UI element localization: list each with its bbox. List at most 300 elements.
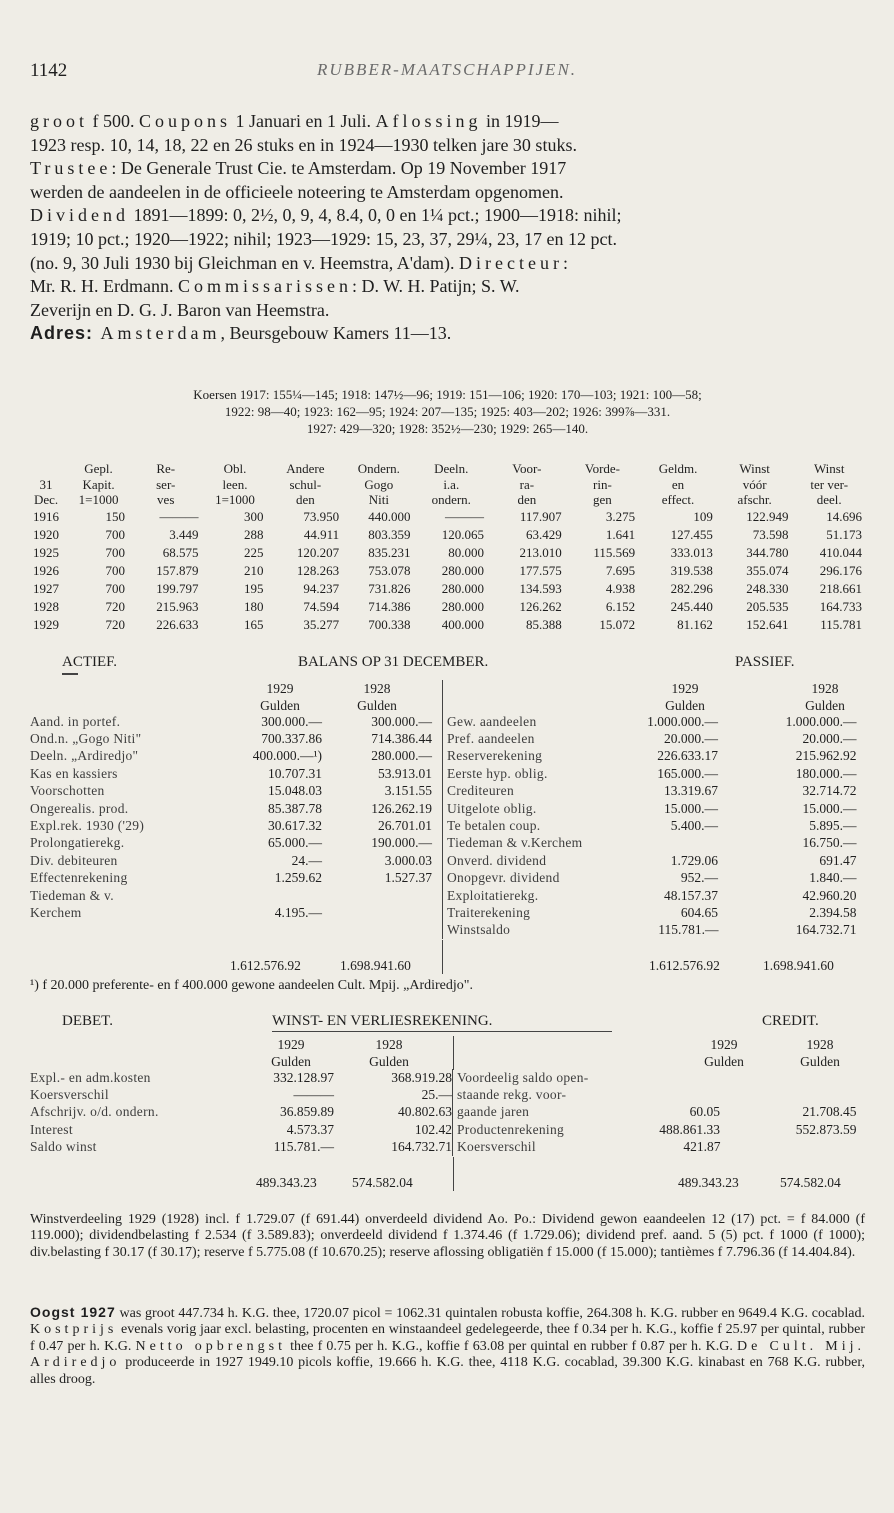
column-header: 31 <box>39 476 53 492</box>
table-cell: 74.594 <box>303 598 340 614</box>
label-directeur: Directeur: <box>459 252 572 273</box>
table-cell: 296.176 <box>819 562 862 578</box>
table-cell: ——— <box>445 508 484 524</box>
table-cell: 700 <box>105 526 125 542</box>
column-header: den <box>295 492 315 507</box>
ledger-amount <box>322 904 432 921</box>
table-cell: 714.386 <box>368 598 411 614</box>
column-header: ter ver- <box>810 476 849 492</box>
label-adres: Adres: <box>30 323 94 344</box>
ledger-amount: 226.633.17 <box>657 748 718 764</box>
column-header: leen. <box>222 476 248 492</box>
ledger-amount: 42.960.20 <box>802 887 857 903</box>
column-header: Voor- <box>512 461 542 476</box>
year: 1928 <box>806 1037 834 1052</box>
ledger-amount <box>721 1069 857 1086</box>
divider <box>453 1157 454 1191</box>
ledger-label: Uitgelote oblig. <box>443 800 643 817</box>
table-cell: 117.907 <box>519 508 562 524</box>
table-cell: 355.074 <box>746 562 789 578</box>
table-cell: 1928 <box>33 598 60 614</box>
passiva-total-1929: 1.612.576.92 <box>649 958 720 973</box>
table-row <box>24 580 866 598</box>
column-header: Deeln. <box>434 461 469 476</box>
ledger-amount: 102.42 <box>414 1121 452 1137</box>
table-cell: 157.879 <box>156 562 199 578</box>
table-cell: 440.000 <box>368 508 411 524</box>
table-cell: 3.275 <box>605 508 636 524</box>
ledger-label: Kas en kassiers <box>30 765 118 781</box>
ledger-row <box>30 748 432 765</box>
table-cell: 63.429 <box>525 526 562 542</box>
ledger-row <box>30 870 432 887</box>
ledger-amount: 164.732.71 <box>795 922 857 938</box>
table-cell: 1916 <box>33 508 60 524</box>
table-cell: 177.575 <box>519 562 562 578</box>
ledger-row <box>443 887 857 904</box>
table-cell: 115.569 <box>593 544 636 560</box>
intro-text: f 500. <box>88 111 139 131</box>
intro-line <box>30 322 865 346</box>
ledger-row <box>30 783 432 800</box>
table-cell: 225 <box>244 544 264 560</box>
page-header <box>30 60 864 84</box>
activa-table <box>30 713 432 922</box>
table-cell: 73.598 <box>752 526 789 542</box>
ledger-amount: 1.729.06 <box>670 852 718 868</box>
ledger-row <box>453 1069 857 1086</box>
passiva-table <box>442 713 857 939</box>
ledger-amount: 691.47 <box>819 852 857 868</box>
ledger-label: Koersverschil <box>453 1139 637 1156</box>
intro-line: 1923 resp. 10, 14, 18, 22 en 26 stuks en in 1924—1930 telken jare 30 stuks. <box>30 134 577 155</box>
year: 1928 <box>363 681 391 696</box>
table-cell: 126.262 <box>519 598 562 614</box>
intro-line <box>30 275 865 299</box>
table-cell: 152.641 <box>746 616 789 632</box>
year: 1929 <box>277 1037 305 1052</box>
column-header: den <box>517 492 537 507</box>
company-description <box>30 110 865 346</box>
label-aflossing: Aflossing <box>375 111 482 131</box>
table-cell: 127.455 <box>670 526 713 542</box>
ledger-row <box>443 800 857 817</box>
ledger-amount: 300.000.— <box>371 713 432 729</box>
table-cell: 7.695 <box>605 562 636 578</box>
intro-text: : D. W. H. Patijn; S. W. <box>352 276 520 297</box>
activa-total-1928: 1.698.941.60 <box>340 958 411 973</box>
table-cell: 226.633 <box>156 616 199 632</box>
ledger-row <box>30 800 432 817</box>
column-header: Geldm. <box>658 461 698 476</box>
table-cell: 205.535 <box>746 598 789 614</box>
ledger-amount: 714.386.44 <box>371 731 432 747</box>
ledger-row <box>30 713 432 730</box>
unit: Gulden <box>800 1054 840 1069</box>
ledger-label: Winstsaldo <box>443 922 643 939</box>
table-cell: 344.780 <box>746 544 789 560</box>
column-header: Andere <box>286 461 325 476</box>
ledger-amount: 4.573.37 <box>286 1121 334 1137</box>
divider <box>62 673 78 675</box>
ledger-row <box>30 1069 452 1086</box>
table-cell: 1929 <box>33 616 60 632</box>
activa-label: ACTIEF. <box>62 654 118 670</box>
table-cell: 700 <box>105 580 125 596</box>
activa-total-1929: 1.612.576.92 <box>230 958 301 973</box>
table-cell: 35.277 <box>303 616 340 632</box>
column-header <box>24 461 68 477</box>
table-cell: 180 <box>244 598 264 614</box>
table-cell: 213.010 <box>519 544 562 560</box>
ledger-amount: 604.65 <box>680 904 718 920</box>
table-cell: 6.152 <box>605 598 636 614</box>
table-cell: 700 <box>105 544 125 560</box>
ledger-amount: 5.400.— <box>670 818 718 834</box>
column-header: schul- <box>289 476 322 492</box>
table-cell: 120.065 <box>441 526 484 542</box>
column-header: Niti <box>368 492 389 507</box>
column-header: Obl. <box>223 461 247 476</box>
table-cell: 210 <box>244 562 264 578</box>
unit: Gulden <box>260 698 300 713</box>
ledger-amount: 20.000.— <box>802 731 857 747</box>
ledger-label: Effectenrekening <box>30 870 128 886</box>
debet-total-1928: 574.582.04 <box>352 1175 413 1190</box>
table-row <box>24 508 866 526</box>
unit: Gulden <box>665 698 705 713</box>
column-header: Vorde- <box>584 461 620 476</box>
passiva-total-1928: 1.698.941.60 <box>763 958 834 973</box>
passiva-label: PASSIEF. <box>735 654 795 670</box>
ledger-amount: 32.714.72 <box>802 783 857 799</box>
table-cell: 85.388 <box>525 616 562 632</box>
label-commissarissen: Commissarissen <box>178 276 353 297</box>
table-cell: 195 <box>244 580 264 596</box>
divider <box>442 680 443 714</box>
intro-line <box>30 252 865 276</box>
ledger-row <box>443 852 857 869</box>
year: 1929 <box>266 681 294 696</box>
koersen-block <box>30 386 865 437</box>
intro-text: 1 Januari en 1 Juli. <box>231 111 376 131</box>
ledger-row <box>443 904 857 921</box>
ledger-label: Kerchem <box>30 904 82 920</box>
table-cell: 720 <box>105 598 125 614</box>
table-cell: 14.696 <box>826 508 862 524</box>
ledger-amount: 400.000.—¹) <box>252 748 322 764</box>
table-row <box>24 526 866 544</box>
table-cell: 700.338 <box>368 616 411 632</box>
ledger-label: Onverd. dividend <box>443 852 643 869</box>
column-header: en <box>671 476 685 492</box>
table-cell: 109 <box>693 508 713 524</box>
ledger-amount: 2.394.58 <box>809 904 857 920</box>
table-cell: 803.359 <box>368 526 411 542</box>
ledger-amount: 20.000.— <box>664 731 718 747</box>
ledger-amount <box>637 1086 721 1103</box>
ledger-amount: 3.151.55 <box>384 783 432 799</box>
table-cell: 720 <box>105 616 125 632</box>
ledger-amount: 180.000.— <box>795 765 857 781</box>
column-header: Ondern. <box>357 461 400 476</box>
ledger-amount: 15.000.— <box>664 800 718 816</box>
ledger-amount: 300.000.— <box>261 713 322 729</box>
ledger-row <box>443 748 857 765</box>
table-cell: 333.013 <box>670 544 713 560</box>
ledger-row <box>443 870 857 887</box>
table-cell: 835.231 <box>368 544 411 560</box>
ledger-row <box>30 852 432 869</box>
table-cell: 753.078 <box>368 562 411 578</box>
ledger-label: Traiterekening <box>443 904 643 921</box>
ledger-amount: 5.895.— <box>809 818 857 834</box>
label-kostprijs: Kostprijs <box>30 1322 118 1338</box>
label-trustee: Trustee <box>30 158 112 179</box>
balans-footnote: ¹) f 20.000 preferente- en f 400.000 gewone aandeelen Cult. Mpij. „Ardiredjo". <box>30 978 473 993</box>
ledger-amount: 30.617.32 <box>268 818 322 834</box>
intro-line: Zeverijn en D. G. J. Baron van Heemstra. <box>30 299 330 320</box>
label-netto-opbrengst: Netto opbrengst <box>135 1338 286 1354</box>
table-cell: 280.000 <box>441 598 484 614</box>
ledger-amount: 40.802.63 <box>398 1104 452 1120</box>
table-cell: 280.000 <box>441 562 484 578</box>
table-cell: 120.207 <box>296 544 340 560</box>
ledger-amount <box>643 835 719 852</box>
year-header <box>650 680 720 714</box>
credit-total-1928: 574.582.04 <box>780 1175 841 1190</box>
ledger-row <box>443 765 857 782</box>
ledger-amount: 488.861.33 <box>659 1121 720 1137</box>
column-header: i.a. <box>443 476 460 492</box>
ledger-amount: 10.707.31 <box>268 765 322 781</box>
table-cell: 288 <box>244 526 264 542</box>
ledger-label: Expl.rek. 1930 ('29) <box>30 818 145 834</box>
wv-title: WINST- EN VERLIESREKENING. <box>272 1013 493 1029</box>
label-cult-mij: De Cult. Mij. Ardiredjo <box>30 1338 865 1371</box>
balans-title: BALANS OP 31 DECEMBER. <box>298 654 489 670</box>
ledger-row <box>453 1139 857 1156</box>
ledger-amount: 700.337.86 <box>261 731 322 747</box>
table-cell: 245.440 <box>670 598 713 614</box>
year-header <box>354 1036 424 1070</box>
unit: Gulden <box>369 1054 409 1069</box>
ledger-amount: 13.319.67 <box>664 783 718 799</box>
year: 1929 <box>710 1037 738 1052</box>
ledger-label: Div. debiteuren <box>30 852 118 868</box>
credit-label: CREDIT. <box>762 1013 819 1029</box>
table-cell: 94.237 <box>303 580 340 596</box>
oogst-text-part: was groot 447.734 h. K.G. thee, 1720.07 picol = 1062.31 quintalen robusta koffie, 264.308 h. K.G. rubber en 9649.4 K.G. cocablad. <box>115 1306 865 1321</box>
ledger-row <box>443 730 857 747</box>
ledger-amount <box>721 1086 857 1103</box>
table-cell: 81.162 <box>677 616 713 632</box>
divider <box>442 940 443 974</box>
ledger-label: Afschrijv. o/d. ondern. <box>30 1104 159 1120</box>
stats-header-row <box>24 492 866 508</box>
oogst-text <box>30 1304 865 1388</box>
intro-line <box>30 110 865 134</box>
ledger-row <box>443 817 857 834</box>
ledger-row <box>30 1139 452 1156</box>
ledger-row <box>30 1086 452 1103</box>
stats-header-row <box>24 461 866 477</box>
intro-text: : De Generale Trust Cie. te Amsterdam. Op 19 November 1917 <box>111 158 567 179</box>
ledger-row <box>453 1104 857 1121</box>
koersen-line: Koersen 1917: 155¼—145; 1918: 147½—96; 1919: 151—106; 1920: 170—103; 1921: 100—58; <box>193 387 702 402</box>
table-cell: 80.000 <box>448 544 484 560</box>
year-header <box>342 680 412 714</box>
column-header: 1=1000 <box>215 492 255 507</box>
ledger-amount <box>721 1139 857 1156</box>
ledger-label: gaande jaren <box>453 1104 637 1121</box>
ledger-label: Ond.n. „Gogo Niti" <box>30 731 142 747</box>
column-header: ondern. <box>431 492 471 507</box>
ledger-amount: 3.000.03 <box>384 852 432 868</box>
table-cell: ——— <box>159 508 199 524</box>
ledger-label: Prolongatierekg. <box>30 835 125 851</box>
column-header: effect. <box>661 492 695 507</box>
table-cell: 1.641 <box>605 526 636 542</box>
stats-header-row <box>24 477 866 493</box>
ledger-label: Expl.- en adm.kosten <box>30 1069 151 1085</box>
intro-text: in 1919— <box>481 111 559 131</box>
intro-line: werden de aandeelen in de officieele noteering te Amsterdam opgenomen. <box>30 181 564 202</box>
ledger-label: Productenrekening <box>453 1121 637 1138</box>
koersen-line: 1922: 98—40; 1923: 162—95; 1924: 207—135; 1925: 403—202; 1926: 399⅞—331. <box>224 404 671 419</box>
ledger-label: Crediteuren <box>443 783 643 800</box>
ledger-amount: 24.— <box>291 852 322 868</box>
table-cell: 134.593 <box>519 580 562 596</box>
table-cell: 165 <box>244 616 264 632</box>
ledger-amount <box>240 887 322 904</box>
ledger-row <box>30 904 432 921</box>
ledger-label: Voorschotten <box>30 783 105 799</box>
table-row <box>24 562 866 580</box>
ledger-amount: 115.781.— <box>658 922 719 938</box>
label-coupons: Coupons <box>139 111 232 131</box>
column-header: gen <box>593 492 612 507</box>
year-header <box>245 680 315 714</box>
table-cell: 700 <box>105 562 125 578</box>
label-dividend: Dividend <box>30 205 129 226</box>
table-cell: 122.949 <box>746 508 789 524</box>
ledger-row <box>30 730 432 747</box>
ledger-amount: ——— <box>293 1087 334 1103</box>
year-header <box>790 680 860 714</box>
debet-label: DEBET. <box>62 1013 113 1029</box>
ledger-label: Pref. aandeelen <box>443 730 643 747</box>
ledger-row <box>30 1104 452 1121</box>
ledger-label: Saldo winst <box>30 1139 97 1155</box>
ledger-amount: 165.000.— <box>657 765 718 781</box>
ledger-amount <box>322 887 432 904</box>
unit: Gulden <box>271 1054 311 1069</box>
column-header: ra- <box>519 476 535 492</box>
ledger-amount <box>637 1069 721 1086</box>
intro-line: 1919; 10 pct.; 1920—1922; nihil; 1923—1929: 15, 23, 37, 29¼, 23, 17 en 12 pct. <box>30 228 617 249</box>
ledger-amount: 1.840.— <box>809 870 857 886</box>
ledger-amount: 26.701.01 <box>378 818 432 834</box>
city-amsterdam: Amsterdam <box>93 323 221 344</box>
ledger-amount: 164.732.71 <box>391 1139 452 1155</box>
ledger-row <box>443 922 857 939</box>
table-cell: 15.072 <box>599 616 636 632</box>
column-header: rin- <box>593 476 612 492</box>
table-cell: 218.661 <box>819 580 862 596</box>
ledger-amount: 60.05 <box>689 1104 720 1120</box>
ledger-amount: 126.262.19 <box>371 800 432 816</box>
table-cell: 319.538 <box>670 562 713 578</box>
oogst-text-part: thee f 0.75 per h. K.G., koffie f 63.08 per quintal en rubber f 0.87 per h. K.G. <box>285 1338 738 1354</box>
column-header: Gogo <box>364 476 394 492</box>
debet-table <box>30 1069 452 1156</box>
divider <box>453 1036 454 1070</box>
table-row <box>24 616 866 634</box>
ledger-amount: 16.750.— <box>802 835 857 851</box>
ledger-label: staande rekg. voor- <box>453 1086 637 1103</box>
ledger-label: Voordeelig saldo open- <box>453 1069 637 1086</box>
table-cell: 73.950 <box>303 508 340 524</box>
table-cell: 410.044 <box>819 544 862 560</box>
oogst-paragraph <box>30 1304 865 1388</box>
oogst-text-part: evenals vorig jaar excl. belasting, procenten en winstaandeel gedelegeerde, thee f 0.34 per h. K.G., koffie f 25.97 per quintal, rubber f 0.47 per h. K.G. <box>30 1322 865 1354</box>
table-row <box>24 544 866 562</box>
table-cell: 300 <box>244 508 264 524</box>
unit: Gulden <box>357 698 397 713</box>
column-header: afschr. <box>737 492 772 507</box>
unit: Gulden <box>704 1054 744 1069</box>
table-cell: 128.263 <box>296 562 340 578</box>
ledger-amount: 15.000.— <box>802 800 857 816</box>
column-header: ser- <box>156 476 176 492</box>
table-cell: 282.296 <box>670 580 713 596</box>
ledger-row <box>453 1086 857 1103</box>
ledger-label: Aand. in portef. <box>30 713 121 729</box>
ledger-row <box>443 835 857 852</box>
winstverdeeling-text: Winstverdeeling 1929 (1928) incl. f 1.729.07 (f 691.44) onverdeeld dividend Ao. Po.: Dividend gewon eaandeelen 12 (17) pct. = f 84.000 (f 119.000); dividendbelasting f 2.534 (f 3.589.83); onverdeeld dividend f 1.374.46 (f 1.729.06); dividend pref. aand. 5 (5) pct. f 1000 (f 1000); div.belasting f 30.17 (f 30.17); reserve f 5.775.08 (f 10.670.25); reserve aflossing obligatiën f 15.000 (f 15.000); tantièmes f 7.796.36 (f 14.404.84). <box>30 1212 865 1260</box>
ledger-label: Tiedeman & v.Kerchem <box>443 835 643 852</box>
oogst-text-part: produceerde in 1927 1949.10 picols koffie, 19.666 h. K.G. thee, 4118 K.G. cocablad, 39.300 K.G. kinabast en 768 K.G. rubber, alles droog. <box>30 1355 865 1387</box>
ledger-amount: 115.781.— <box>273 1139 334 1155</box>
table-cell: 150 <box>105 508 125 524</box>
column-header: 1=1000 <box>78 492 119 507</box>
table-cell: 164.733 <box>819 598 862 614</box>
table-cell: 400.000 <box>441 616 484 632</box>
ledger-label: Gew. aandeelen <box>443 713 643 730</box>
table-cell: 280.000 <box>441 580 484 596</box>
table-cell: 115.781 <box>820 616 862 632</box>
column-header: deel. <box>816 492 842 507</box>
table-cell: 1925 <box>33 544 60 560</box>
table-cell: 1920 <box>33 526 60 542</box>
ledger-amount: 53.913.01 <box>378 765 432 781</box>
table-cell: 68.575 <box>162 544 199 560</box>
ledger-label: Interest <box>30 1121 73 1137</box>
ledger-row <box>30 835 432 852</box>
year-header <box>256 1036 326 1070</box>
intro-line <box>30 204 865 228</box>
ledger-label: Deeln. „Ardiredjo" <box>30 748 139 764</box>
ledger-amount: 48.157.37 <box>664 887 718 903</box>
ledger-amount: 552.873.59 <box>795 1121 857 1137</box>
table-cell: 1926 <box>33 562 60 578</box>
ledger-amount: 1.259.62 <box>274 870 322 886</box>
ledger-amount: 280.000.— <box>371 748 432 764</box>
credit-table <box>452 1069 857 1156</box>
ledger-row <box>443 713 857 730</box>
intro-text: (no. 9, 30 Juli 1930 bij Gleichman en v. Heemstra, A'dam). <box>30 252 459 273</box>
